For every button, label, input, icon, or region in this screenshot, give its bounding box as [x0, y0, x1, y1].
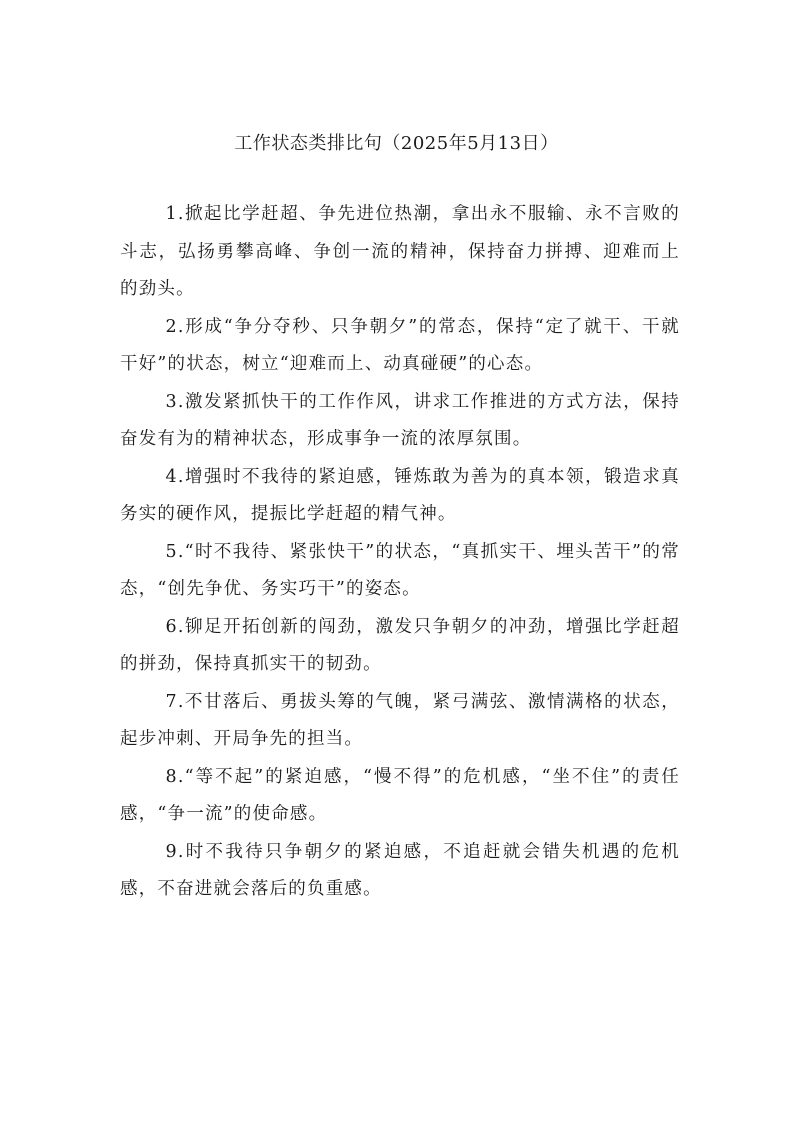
paragraph-7: 7.不甘落后、勇拔头筹的气魄，紧弓满弦、激情满格的状态，起步冲刺、开局争先的担当。: [120, 691, 680, 749]
paragraph-3: 3.激发紧抓快干的工作作风，讲求工作推进的方式方法，保持奋发有为的精神状态，形成事争一流的浓厚氛围。: [120, 391, 680, 449]
paragraph-5: 5.“时不我待、紧张快干”的状态，“真抓实干、埋头苦干”的常态，“创先争优、务实巧干”的姿态。: [120, 541, 680, 599]
document-body: [120, 196, 680, 909]
document-title: 工作状态类排比句（2025年5月13日）: [234, 133, 559, 154]
paragraph-4: 4.增强时不我待的紧迫感，锤炼敢为善为的真本领，锻造求真务实的硬作风，提振比学赶超的精气神。: [120, 466, 680, 524]
paragraph-1: 1.掀起比学赶超、争先进位热潮，拿出永不服输、永不言败的斗志，弘扬勇攀高峰、争创一流的精神，保持奋力拼搏、迎难而上的劲头。: [120, 204, 680, 299]
paragraph-8: 8.“等不起”的紧迫感，“慢不得”的危机感，“坐不住”的责任感，“争一流”的使命感。: [120, 766, 680, 824]
paragraph-2: 2.形成“争分夺秒、只争朝夕”的常态，保持“定了就干、干就干好”的状态，树立“迎难而上、动真碰硬”的心态。: [120, 316, 680, 374]
paragraph-9: 9.时不我待只争朝夕的紧迫感，不追赶就会错失机遇的危机感，不奋进就会落后的负重感。: [120, 841, 680, 899]
paragraph-6: 6.铆足开拓创新的闯劲，激发只争朝夕的冲劲，增强比学赶超的拼劲，保持真抓实干的韧劲。: [120, 616, 680, 674]
